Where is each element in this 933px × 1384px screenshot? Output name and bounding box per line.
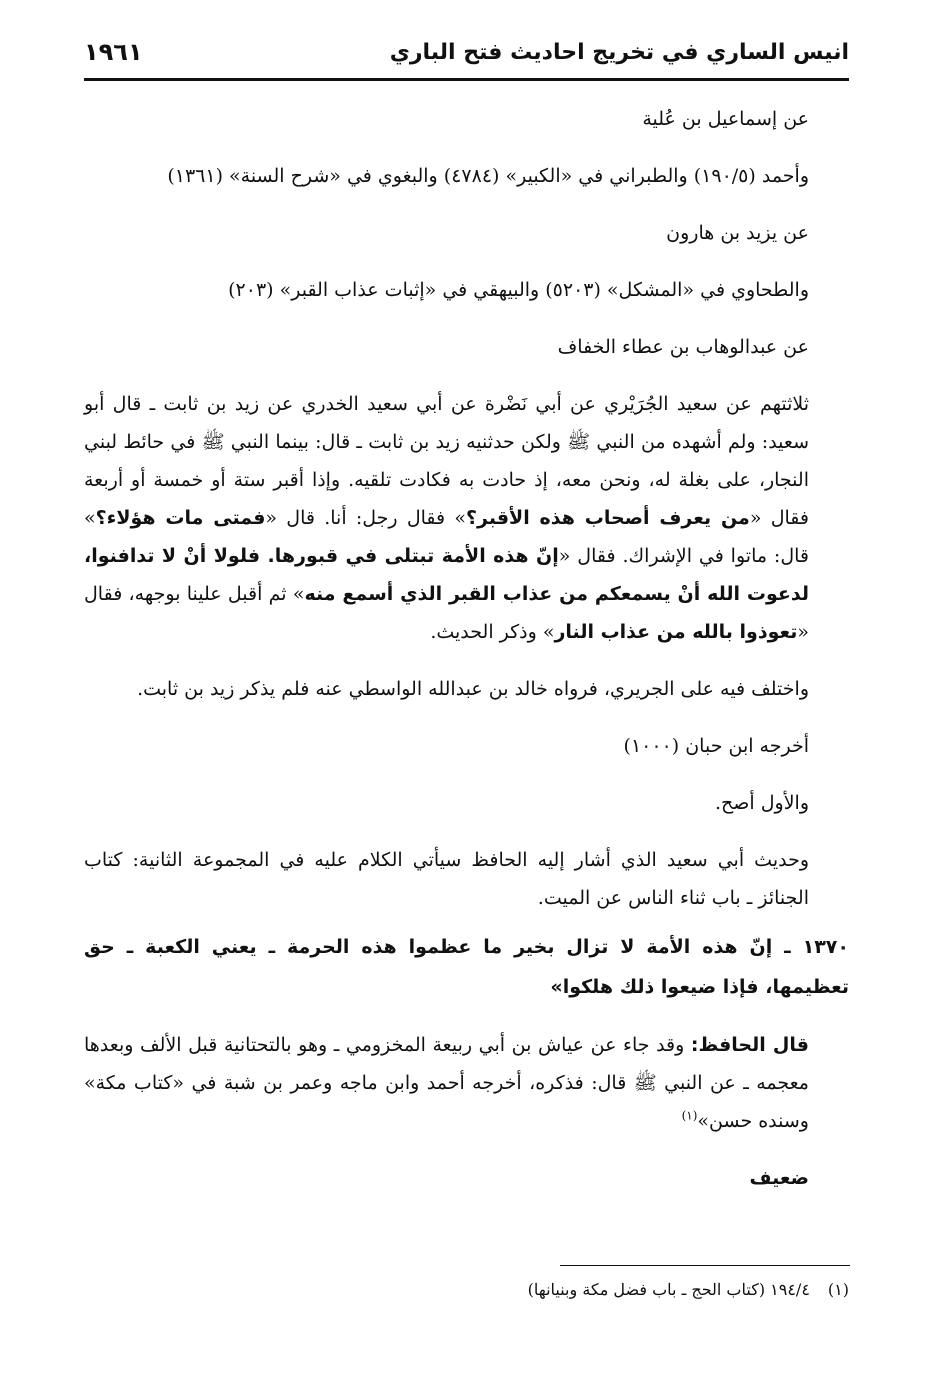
footnote-text: ١٩٤/٤ (كتاب الحج ـ باب فضل مكة وبنيانها) [527,1280,810,1299]
footnote-reference[interactable]: (١) [681,1108,698,1123]
grade-label: ضعيف [749,1167,809,1189]
source-line: وأحمد (١٩٠/٥) والطبراني في «الكبير» (٤٧٨٤) والبغوي في «شرح السنة» (١٣٦١) [167,165,809,187]
hafiz-label: قال الحافظ: [690,1034,809,1056]
prophet-quote: فمتى مات هؤلاء؟ [95,507,266,529]
footnote-marker: (١) [827,1280,849,1299]
source-line: أخرجه ابن حبان (١٠٠٠) [623,735,809,757]
hadith-heading-1370: ١٣٧٠ ـ إنّ هذه الأمة لا تزال بخير ما عظموا هذه الحرمة ـ يعني الكعبة ـ حق تعظيمها، فإذا ضيعوا ذلك هلكوا» [84,936,849,998]
prophet-quote: من يعرف أصحاب هذه الأقبر؟ [466,507,750,529]
verdict-line: والأول أصح. [714,792,809,814]
chain-line: عن إسماعيل بن عُلية [642,108,809,130]
page-number: ١٩٦١ [84,38,143,66]
source-line: والطحاوي في «المشكل» (٥٢٠٣) والبيهقي في «إثبات عذاب القبر» (٢٠٣) [228,279,809,301]
hadith-narration: ثلاثتهم عن سعيد الجُرَيْري عن أبي نَضْرة عن أبي سعيد الخدري عن زيد بن ثابت ـ قال أبو سعيد: ولم أشهده من النبي ﷺ ولكن حدثنيه زيد بن ثابت ـ قال: بينما النبي ﷺ في حائط لبني النجار، على بغلة له، ونحن معه، إذ حادت به فكادت تلقيه. وإذا أقبر ستة أو خمسة أو أربعة فقال «من يعرف أصحاب هذه الأقبر؟» فقال رجل: أنا. قال «فمتى مات هؤلاء؟» قال: ماتوا في الإشراك. فقال «إنّ هذه الأمة تبتلى في قبورها. فلولا أنْ لا تدافنوا، لدعوت الله أنْ يسمعكم من عذاب القبر الذي أسمع منه» ثم أقبل علينا بوجهه، فقال «تعوذوا بالله من عذاب النار» وذكر الحديث. [84,393,810,643]
discussion-paragraph: واختلف فيه على الجريري، فرواه خالد بن عبدالله الواسطي عنه فلم يذكر زيد بن ثابت. [137,678,809,700]
header-rule [84,78,849,81]
main-text [84,100,849,1197]
book-title: انيس الساري في تخريج احاديث فتح الباري [389,40,849,65]
discussion-paragraph: وحديث أبي سعيد الذي أشار إليه الحافظ سيأتي الكلام عليه في المجموعة الثانية: كتاب الجنائز ـ باب ثناء الناس عن الميت. [84,849,809,909]
hafiz-commentary: قال الحافظ: وقد جاء عن عياش بن أبي ربيعة المخزومي ـ وهو بالتحتانية قبل الألف وبعدها معجمه ـ عن النبي ﷺ قال: فذكره، أخرجه أحمد وابن ماجه وعمر بن شبة في «كتاب مكة» وسنده حسن»$^{(١)}$ [84,1034,809,1132]
running-header [84,34,849,78]
chain-line: عن يزيد بن هارون [666,222,809,244]
prophet-quote: تعوذوا بالله من عذاب النار [554,621,798,643]
prophet-quote: إنّ هذه الأمة تبتلى في قبورها. فلولا أنْ لا تدافنوا، لدعوت الله أنْ يسمعكم من عذاب القبر الذي أسمع منه [84,545,809,605]
chain-line: عن عبدالوهاب بن عطاء الخفاف [557,336,809,358]
footnote [84,1276,849,1304]
footnote-rule [560,1265,850,1266]
